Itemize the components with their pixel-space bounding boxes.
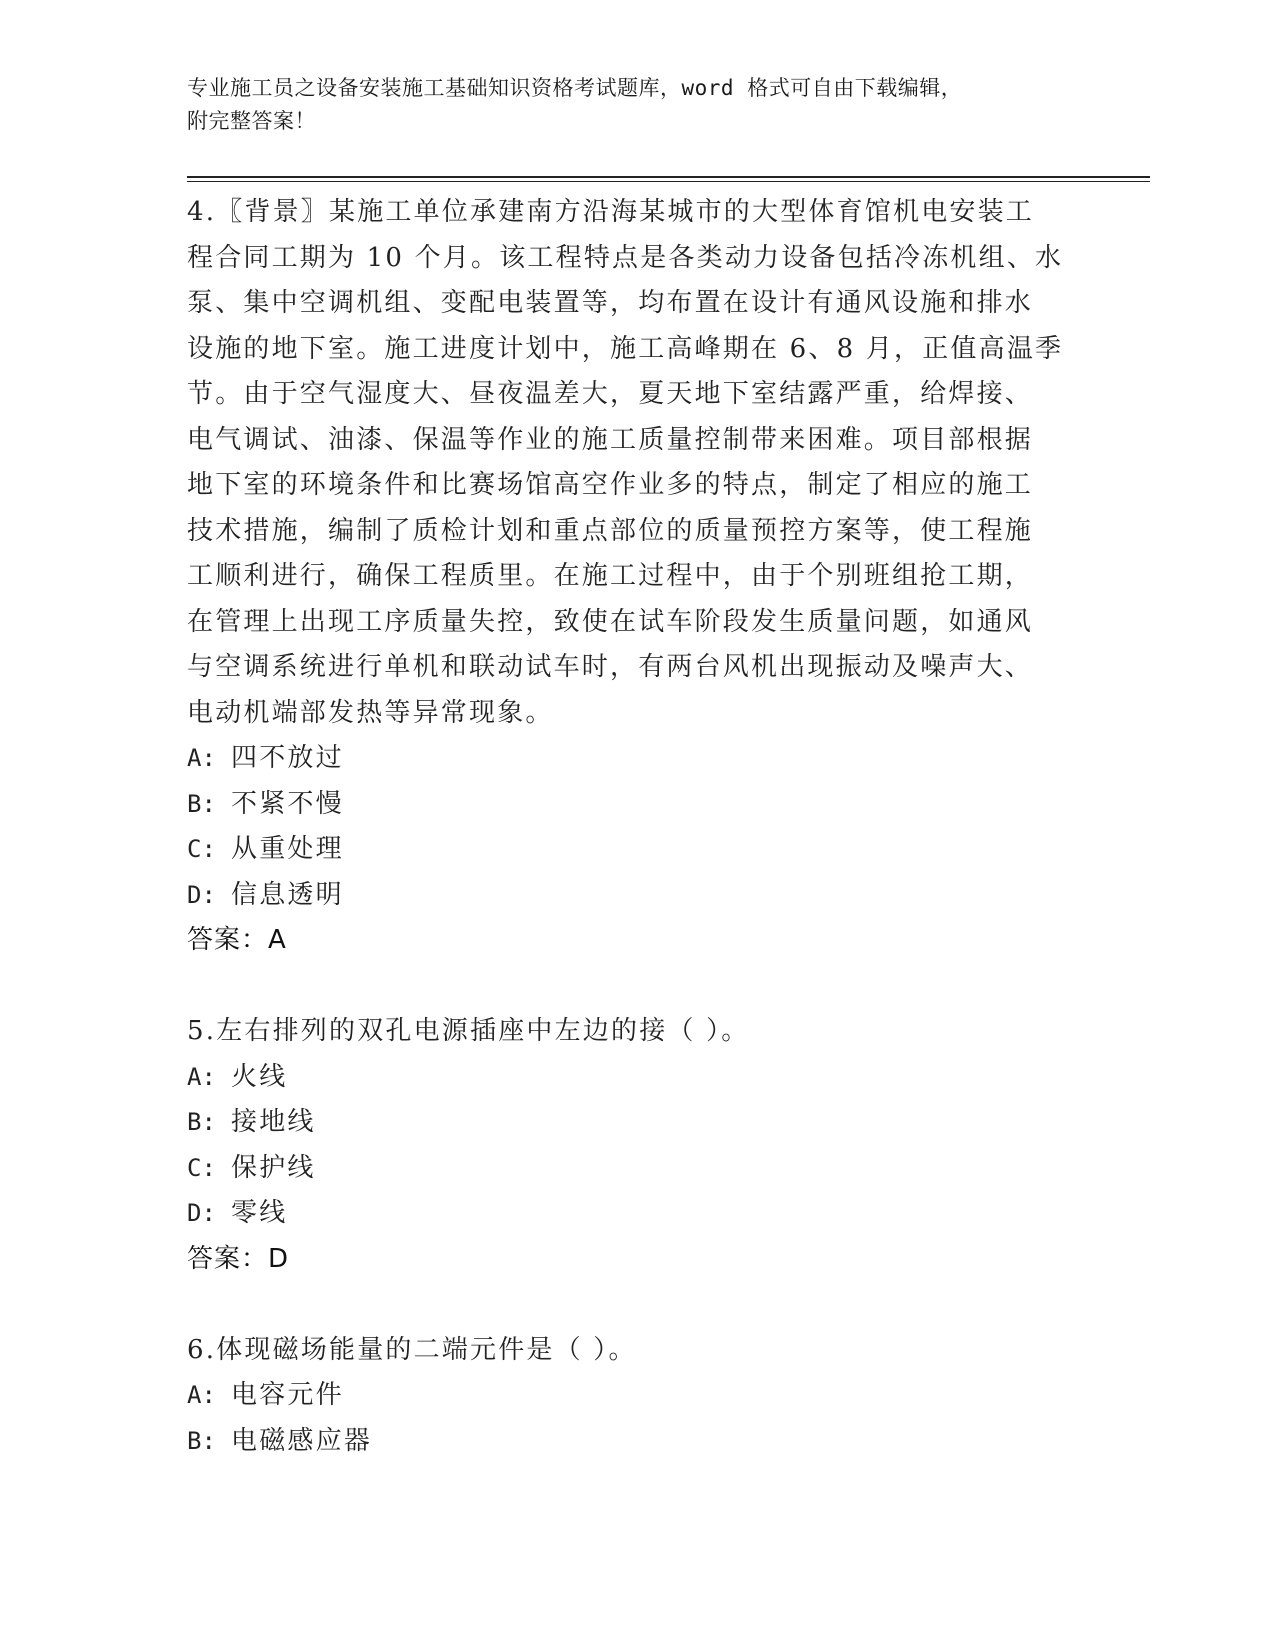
answer xyxy=(187,1237,1067,1283)
stem-line: 电动机端部发热等异常现象。 xyxy=(187,697,554,728)
option-letter: A: xyxy=(187,1381,216,1409)
option-b xyxy=(187,1100,1067,1146)
stem-line: 电气调试、油漆、保温等作业的施工质量控制带来困难。项目部根据 xyxy=(187,424,1034,455)
document-header xyxy=(187,72,1067,138)
option-c xyxy=(187,827,1067,873)
stem-line: 工顺利进行，确保工程质里。在施工过程中，由于个别班组抢工期， xyxy=(187,561,1034,591)
option-text: 不紧不慢 xyxy=(231,788,344,819)
option-d xyxy=(187,873,1067,919)
option-a xyxy=(187,1055,1067,1101)
option-text: 电容元件 xyxy=(231,1380,344,1410)
option-text: 零线 xyxy=(231,1198,288,1228)
option-letter: D: xyxy=(187,1199,216,1227)
option-text: 信息透明 xyxy=(231,879,344,910)
option-letter: B: xyxy=(187,789,216,818)
stem-line: 泵、集中空调机组、变配电装置等，均布置在设计有通风设施和排水 xyxy=(187,288,1034,318)
stem-line: 技术措施，编制了质检计划和重点部位的质量预控方案等，使工程施 xyxy=(187,515,1034,546)
option-letter: C: xyxy=(187,835,216,863)
spacer xyxy=(187,1282,1067,1328)
stem-line: 与空调系统进行单机和联动试车时，有两台风机出现振动及噪声大、 xyxy=(187,652,1034,682)
option-a xyxy=(187,736,1067,782)
question-5-stem: 5.左右排列的双孔电源插座中左边的接（ ）。 xyxy=(187,1016,750,1046)
option-text: 火线 xyxy=(231,1061,288,1092)
header-divider-thick xyxy=(187,176,1150,178)
option-letter: A: xyxy=(187,744,216,772)
option-b xyxy=(187,782,1067,828)
option-letter: D: xyxy=(187,880,216,909)
option-b xyxy=(187,1419,1067,1465)
question-4 xyxy=(187,190,1067,964)
option-letter: B: xyxy=(187,1426,216,1455)
option-a xyxy=(187,1373,1067,1419)
answer-value: A xyxy=(268,925,286,955)
option-letter: C: xyxy=(187,1153,216,1182)
option-text: 接地线 xyxy=(231,1107,316,1137)
answer-label: 答案： xyxy=(187,925,269,955)
question-4-stem xyxy=(187,190,1067,736)
option-c xyxy=(187,1146,1067,1192)
question-6 xyxy=(187,1328,1067,1465)
option-text: 从重处理 xyxy=(231,834,344,864)
answer-value: D xyxy=(268,1243,289,1274)
stem-line: 在管理上出现工序质量失控，致使在试车阶段发生质量问题，如通风 xyxy=(187,606,1034,637)
header-line-1: 专业施工员之设备安装施工基础知识资格考试题库，word 格式可自由下载编辑， xyxy=(187,76,963,100)
header-line-2: 附完整答案！ xyxy=(187,109,316,133)
option-text: 电磁感应器 xyxy=(231,1425,373,1456)
spacer xyxy=(187,964,1067,1010)
header-divider-thin xyxy=(187,181,1150,182)
question-list xyxy=(187,190,1067,1464)
option-text: 保护线 xyxy=(231,1152,316,1183)
stem-line: 地下室的环境条件和比赛场馆高空作业多的特点，制定了相应的施工 xyxy=(187,470,1034,500)
option-text: 四不放过 xyxy=(231,743,344,773)
option-d xyxy=(187,1191,1067,1237)
answer-label: 答案： xyxy=(187,1243,269,1274)
question-6-stem: 6.体现磁场能量的二端元件是（ ）。 xyxy=(187,1334,637,1365)
question-5 xyxy=(187,1009,1067,1282)
stem-line: 程合同工期为 10 个月。该工程特点是各类动力设备包括冷冻机组、水 xyxy=(187,242,1064,273)
answer xyxy=(187,918,1067,964)
stem-line: 设施的地下室。施工进度计划中，施工高峰期在 6、8 月，正值高温季 xyxy=(187,333,1064,364)
stem-line: 节。由于空气湿度大、昼夜温差大，夏天地下室结露严重，给焊接、 xyxy=(187,379,1034,409)
option-letter: A: xyxy=(187,1062,216,1091)
option-letter: B: xyxy=(187,1108,216,1136)
stem-line: 4.〖背景〗某施工单位承建南方沿海某城市的大型体育馆机电安装工 xyxy=(187,197,1035,227)
